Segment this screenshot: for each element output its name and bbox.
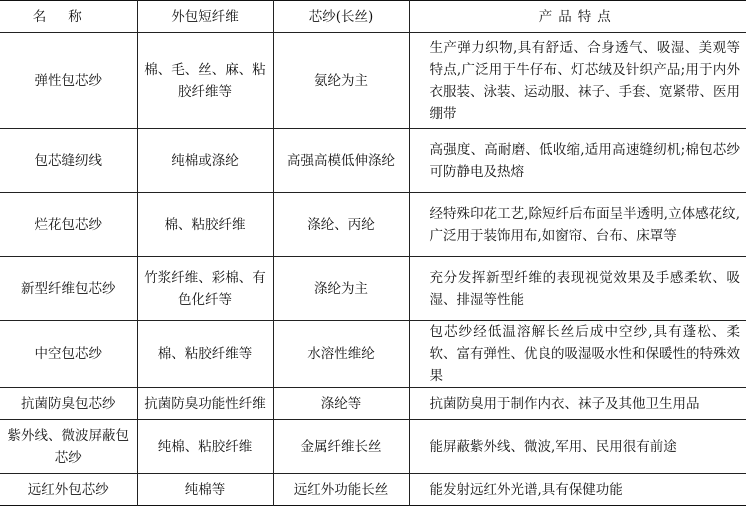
cell-name: 中空包芯纱: [34, 346, 102, 362]
cell-outer-fiber: 抗菌防臭功能性纤维: [137, 388, 273, 420]
cell-features: 经特殊印花工艺,除短纤后布面呈半透明,立体感花纹,广泛用于装饰用布,如窗帘、台布、床罩等: [409, 193, 746, 257]
cell-core-yarn: 远红外功能长丝: [273, 474, 409, 506]
header-outer-fiber: 外包短纤维: [137, 1, 273, 33]
cell-features: 能屏蔽紫外线、微波,军用、民用很有前途: [409, 420, 746, 474]
cell-core-yarn: 涤纶为主: [273, 257, 409, 321]
table-row: [0, 193, 746, 257]
cell-name: 烂花包芯纱: [34, 216, 102, 233]
cell-features: 生产弹力织物,具有舒适、合身透气、吸湿、美观等特点,广泛用于牛仔布、灯芯绒及针织产品;用于内外衣服装、泳装、运动服、袜子、手套、宽紧带、医用绷带: [409, 33, 746, 129]
cell-name: 紫外线、微波屏蔽包芯纱: [7, 427, 129, 466]
cell-outer-fiber: 纯棉等: [137, 474, 273, 506]
cell-outer-fiber: 棉、毛、丝、麻、粘胶纤维等: [137, 33, 273, 129]
cell-core-yarn: 涤纶、丙纶: [273, 193, 409, 257]
table-row: [0, 388, 746, 420]
cell-features: 抗菌防臭用于制作内衣、袜子及其他卫生用品: [409, 388, 746, 420]
table-row: [0, 321, 746, 388]
cell-core-yarn: 水溶性维纶: [273, 321, 409, 388]
cell-name: 包芯缝纫线: [34, 152, 102, 169]
cell-name: 抗菌防臭包芯纱: [21, 395, 116, 412]
cell-core-yarn: 高强高模低伸涤纶: [273, 129, 409, 193]
cell-features: 高强度、高耐磨、低收缩,适用高速缝纫机;棉包芯纱可防静电及热熔: [409, 129, 746, 193]
table-row: [0, 129, 746, 193]
header-row: [0, 1, 746, 33]
table-row: [0, 474, 746, 506]
cell-features: 包芯纱经低温溶解长丝后成中空纱,具有蓬松、柔软、富有弹性、优良的吸湿吸水性和保暖性的特殊效果: [409, 321, 746, 388]
cell-core-yarn: 氨纶为主: [273, 33, 409, 129]
cell-outer-fiber: 纯棉或涤纶: [137, 129, 273, 193]
cell-outer-fiber: 竹浆纤维、彩棉、有色化纤等: [137, 257, 273, 321]
header-core-yarn: 芯纱(长丝): [273, 1, 409, 33]
header-name: 名称: [0, 1, 137, 33]
table-row: [0, 33, 746, 129]
cell-outer-fiber: 棉、粘胶纤维: [137, 193, 273, 257]
header-features: 产品特点: [409, 1, 746, 33]
cell-core-yarn: 涤纶等: [273, 388, 409, 420]
cell-features: 充分发挥新型纤维的表现视觉效果及手感柔软、吸湿、排湿等性能: [409, 257, 746, 321]
cell-name: 新型纤维包芯纱: [21, 280, 116, 297]
table-row: [0, 420, 746, 474]
cell-outer-fiber: 纯棉、粘胶纤维: [137, 420, 273, 474]
table-row: [0, 257, 746, 321]
cell-core-yarn: 金属纤维长丝: [273, 420, 409, 474]
cell-features: 能发射远红外光谱,具有保健功能: [409, 474, 746, 506]
cell-outer-fiber: 棉、粘胶纤维等: [137, 321, 273, 388]
cell-name: 远红外包芯纱: [27, 481, 109, 498]
cell-name: 弹性包芯纱: [34, 72, 102, 89]
